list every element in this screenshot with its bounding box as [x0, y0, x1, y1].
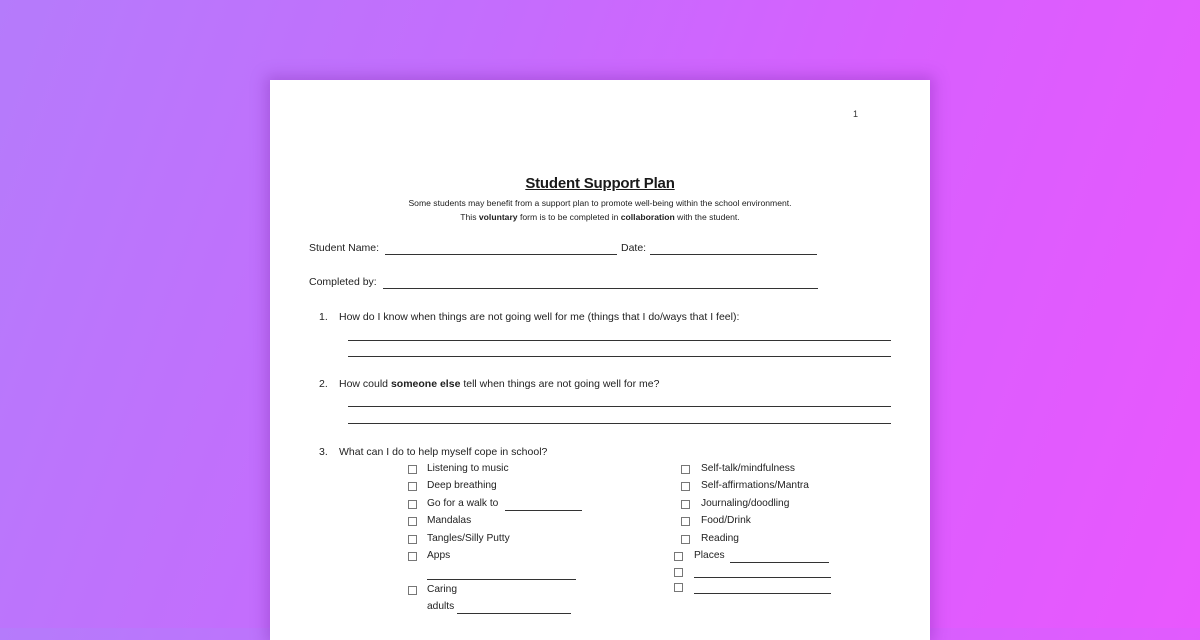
checkbox-other-2[interactable] [674, 583, 683, 592]
answer-2-line-1[interactable] [348, 406, 891, 407]
student-name-field[interactable] [385, 254, 617, 255]
completed-by-label: Completed by: [309, 276, 377, 288]
checkbox-listening-to-music[interactable] [408, 465, 417, 474]
other-2-field[interactable] [694, 593, 831, 594]
checkbox-apps[interactable] [408, 552, 417, 561]
checkbox-other-1[interactable] [674, 568, 683, 577]
intro-line-1: Some students may benefit from a support plan to promote well-being within the school environment. [408, 198, 792, 208]
option-deep-breathing: Deep breathing [427, 480, 497, 491]
checkbox-self-talk[interactable] [681, 465, 690, 474]
checkbox-reading[interactable] [681, 535, 690, 544]
option-adults: adults [427, 601, 455, 612]
page-title: Student Support Plan [525, 175, 675, 192]
option-food-drink: Food/Drink [701, 515, 751, 526]
option-go-for-walk: Go for a walk to [427, 498, 499, 509]
date-field[interactable] [650, 254, 817, 255]
walk-destination-field[interactable] [505, 510, 582, 511]
document-page [270, 80, 930, 640]
other-1-field[interactable] [694, 577, 831, 578]
checkbox-tangles[interactable] [408, 535, 417, 544]
checkbox-journaling[interactable] [681, 500, 690, 509]
option-apps: Apps [427, 550, 451, 561]
intro-line-2: This voluntary form is to be completed in collaboration with the student. [460, 212, 740, 222]
question-1: 1. How do I know when things are not going well for me (things that I do/ways that I feel): [319, 311, 740, 323]
checkbox-food-drink[interactable] [681, 517, 690, 526]
student-name-label: Student Name: [309, 242, 380, 254]
completed-by-field[interactable] [383, 288, 818, 289]
page-number: 1 [853, 109, 859, 119]
option-self-talk: Self-talk/mindfulness [701, 463, 795, 474]
option-mandalas: Mandalas [427, 515, 472, 526]
checkbox-places[interactable] [674, 552, 683, 561]
question-2: 2. How could someone else tell when things are not going well for me? [319, 378, 660, 390]
option-journaling: Journaling/doodling [701, 498, 790, 509]
answer-1-line-2[interactable] [348, 356, 891, 357]
checkbox-mandalas[interactable] [408, 517, 417, 526]
option-self-affirmations: Self-affirmations/Mantra [701, 480, 809, 491]
option-places: Places [694, 550, 725, 561]
checkbox-self-affirmations[interactable] [681, 482, 690, 491]
places-field[interactable] [730, 562, 829, 563]
apps-field[interactable] [427, 579, 576, 580]
answer-1-line-1[interactable] [348, 340, 891, 341]
checkbox-go-for-walk[interactable] [408, 500, 417, 509]
question-3: 3. What can I do to help myself cope in school? [319, 446, 548, 458]
date-label: Date: [621, 242, 647, 254]
option-reading: Reading [701, 533, 739, 544]
option-caring: Caring [427, 584, 458, 595]
option-listening-to-music: Listening to music [427, 463, 509, 474]
answer-2-line-2[interactable] [348, 423, 891, 424]
checkbox-deep-breathing[interactable] [408, 482, 417, 491]
caring-adults-field[interactable] [457, 613, 571, 614]
checkbox-caring-adults[interactable] [408, 586, 417, 595]
option-tangles: Tangles/Silly Putty [427, 533, 510, 544]
